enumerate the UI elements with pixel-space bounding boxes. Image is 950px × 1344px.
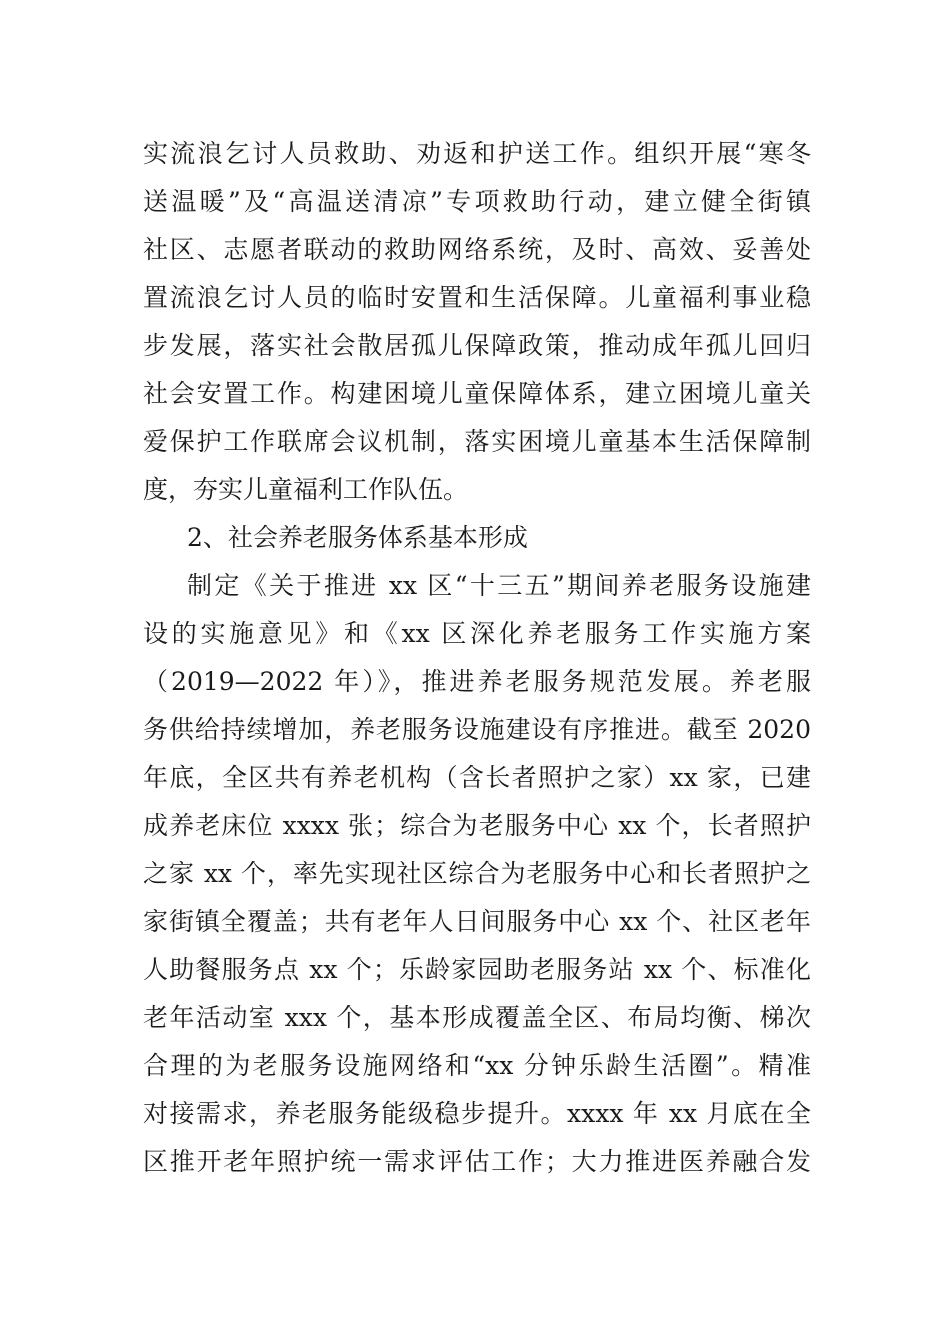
paragraph-line: 设的实施意见》和《xx 区深化养老服务工作实施方案	[143, 619, 811, 648]
paragraph-line: 成养老床位 xxxx 张；综合为老服务中心 xx 个，长者照护	[143, 811, 811, 840]
paragraph-line: 制定《关于推进 xx 区“十三五”期间养老服务设施建	[187, 571, 811, 600]
paragraph-welfare	[143, 130, 811, 514]
paragraph-line: 度，夯实儿童福利工作队伍。	[143, 475, 469, 504]
paragraph-line: 社区、志愿者联动的救助网络系统，及时、高效、妥善处	[143, 235, 811, 264]
paragraph-line: （2019—2022 年）》，推进养老服务规范发展。养老服	[143, 667, 811, 696]
paragraph-line: 人助餐服务点 xx 个；乐龄家园助老服务站 xx 个、标准化	[143, 955, 811, 984]
paragraph-line: 老年活动室 xxx 个，基本形成覆盖全区、布局均衡、梯次	[143, 1003, 811, 1032]
paragraph-line: 置流浪乞讨人员的临时安置和生活保障。儿童福利事业稳	[143, 283, 811, 312]
paragraph-line: 之家 xx 个，率先实现社区综合为老服务中心和长者照护之	[143, 859, 811, 888]
section-heading: 2、社会养老服务体系基本形成	[187, 523, 528, 552]
paragraph-line: 社会安置工作。构建困境儿童保障体系，建立困境儿童关	[143, 379, 811, 408]
paragraph-line: 务供给持续增加，养老服务设施建设有序推进。截至 2020	[143, 715, 811, 744]
paragraph-line: 对接需求，养老服务能级稳步提升。xxxx 年 xx 月底在全	[143, 1099, 811, 1128]
paragraph-line: 年底，全区共有养老机构（含长者照护之家）xx 家，已建	[143, 763, 811, 792]
paragraph-line: 家街镇全覆盖；共有老年人日间服务中心 xx 个、社区老年	[143, 907, 811, 936]
paragraph-line: 送温暖”及“高温送清凉”专项救助行动，建立健全街镇	[143, 187, 811, 216]
paragraph-line: 合理的为老服务设施网络和“xx 分钟乐龄生活圈”。精准	[143, 1051, 811, 1080]
paragraph-elderly-care	[143, 562, 811, 1186]
document-body	[143, 130, 811, 1186]
paragraph-line: 爱保护工作联席会议机制，落实困境儿童基本生活保障制	[143, 427, 811, 456]
paragraph-line: 实流浪乞讨人员救助、劝返和护送工作。组织开展“寒冬	[143, 139, 811, 168]
paragraph-line: 区推开老年照护统一需求评估工作；大力推进医养融合发	[143, 1147, 811, 1176]
paragraph-line: 步发展，落实社会散居孤儿保障政策，推动成年孤儿回归	[143, 331, 811, 360]
